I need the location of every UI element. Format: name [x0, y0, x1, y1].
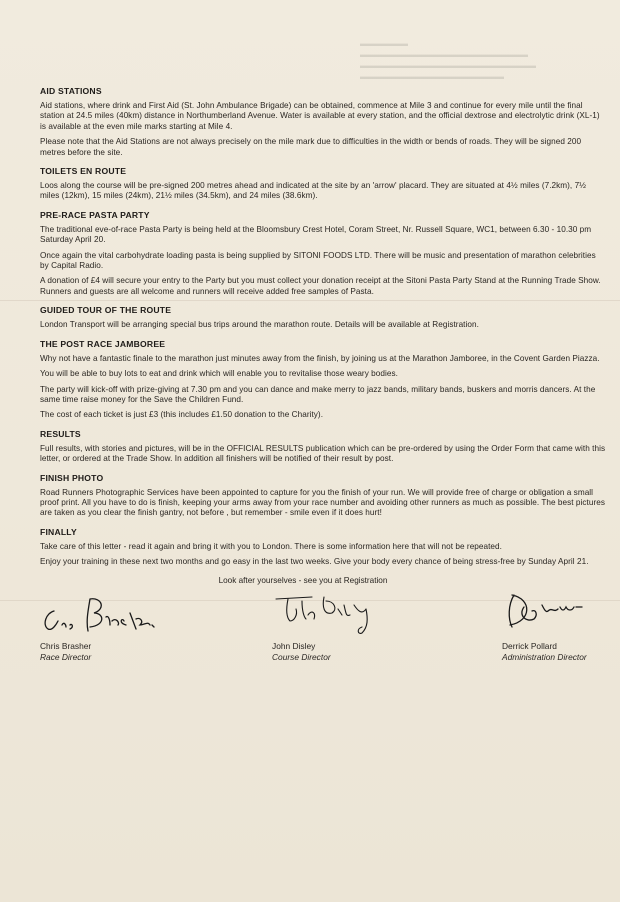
section-paragraph: The party will kick-off with prize-giving at 7.30 pm and you can dance and make merry to jazz bands, military bands, buskers and morris dancers. At the same time raise money for the Save the Children Fund.: [40, 384, 596, 404]
section-jamboree: [40, 339, 606, 421]
section-paragraph: The cost of each ticket is just £3 (this includes £1.50 donation to the Charity).: [40, 410, 324, 420]
section-paragraph: The traditional eve-of-race Pasta Party is being held at the Bloomsbury Crest Hotel, Coram Street, Nr. Russell Square, WC1, between 6.30 - 10.30 pm Saturday April 20.: [40, 224, 592, 245]
section-heading: GUIDED TOUR OF THE ROUTE: [40, 305, 172, 316]
signature-block: [40, 591, 606, 711]
section-paragraph: Once again the vital carbohydrate loading pasta is being supplied by SITONI FOODS LTD. There will be music and presentation of marathon celebrities by Capital Radio.: [40, 250, 596, 271]
signatory-title: Administration Director: [502, 651, 587, 662]
section-finish-photo: [40, 473, 606, 519]
section-finally: [40, 527, 606, 568]
signature-disley: [272, 591, 392, 639]
signature-brasher: [40, 591, 170, 639]
section-paragraph: Take care of this letter - read it again and bring it with you to London. There is some information here that will not be repeated.: [40, 541, 502, 551]
section-guided-tour: [40, 305, 606, 330]
closing-line: Look after yourselves - see you at Registration: [218, 575, 388, 585]
section-paragraph: London Transport will be arranging special bus trips around the marathon route. Details will be available at Registration.: [40, 320, 479, 330]
signatory-title: Race Director: [40, 651, 92, 662]
section-paragraph: A donation of £4 will secure your entry to the Party but you must collect your donation receipt at the Sitoni Pasta Party Stand at the Running Trade Show. Runners and guests are all welcome and runners will receive added free samples of Pasta.: [40, 276, 601, 296]
section-paragraph: Loos along the course will be pre-signed 200 metres ahead and indicated at the site by an 'arrow' placard. They are situated at 4½ miles (7.2km), 7½ miles (12km), 15 miles (24km), 21½ miles (34.5km), and 24 miles (38.6km).: [40, 181, 587, 201]
section-heading: TOILETS EN ROUTE: [40, 166, 127, 177]
signatory-pollard: [502, 591, 612, 663]
signatory-disley: [272, 591, 392, 663]
section-paragraph: You will be able to buy lots to eat and drink which will enable you to revitalise those weary bodies.: [40, 369, 398, 379]
signature-pollard: [502, 591, 612, 639]
letter-body: [40, 86, 606, 585]
section-paragraph: Road Runners Photographic Services have been appointed to capture for you the finish of your run. We will provide free of charge or obligation a small proof print. All you have to do is finish, keeping your arms away from your race number and avoiding other runners as much as possible. The best pictures are taken as you clear the finish gantry, not before , but remember - smile even if it does hurt!: [40, 487, 605, 518]
section-paragraph: Why not have a fantastic finale to the marathon just minutes away from the finish, by joining us at the Marathon Jamboree, in the Covent Garden Piazza.: [40, 353, 600, 363]
section-heading: AID STATIONS: [40, 86, 102, 96]
section-paragraph: Please note that the Aid Stations are not always precisely on the mile mark due to difficulties in the width or bends of roads. They will be signed 200 metres before the site.: [40, 137, 582, 157]
section-heading: RESULTS: [40, 428, 81, 439]
section-pasta-party: [40, 210, 606, 297]
signatory-name: Derrick Pollard: [502, 640, 557, 651]
section-results: [40, 429, 606, 465]
signatory-title: Course Director: [272, 651, 331, 662]
paper-fold-line: [0, 300, 620, 301]
section-heading: PRE-RACE PASTA PARTY: [40, 209, 150, 220]
show-through-text: ▬▬▬▬▬▬ ▬▬▬▬▬▬▬▬▬▬▬▬▬▬▬▬▬▬▬▬▬ ▬▬▬▬▬▬▬▬▬▬▬▬▬▬▬▬▬▬▬▬▬▬ ▬▬▬▬▬▬▬▬▬▬▬▬▬▬▬▬▬▬: [360, 39, 536, 81]
section-heading: THE POST RACE JAMBOREE: [40, 338, 166, 349]
signatory-name: Chris Brasher: [40, 640, 92, 651]
section-paragraph: Aid stations, where drink and First Aid (St. John Ambulance Brigade) can be obtained, commence at Mile 3 and continue for every mile until the final station at 24.5 miles (40km) distance in Northumberland Avenue. Water is available at every station, and the official dextrose and electrolytic drink (XL-1) is available at the even mile marks starting at Mile 4.: [40, 101, 600, 131]
section-paragraph: Full results, with stories and pictures, will be in the OFFICIAL RESULTS publication which can be pre-ordered by using the Order Form that came with this letter, or ordered at the Trade Show. In addition all finishers will be notified of their result by post.: [40, 443, 606, 464]
section-heading: FINALLY: [40, 526, 77, 537]
section-toilets: [40, 166, 606, 202]
section-paragraph: Enjoy your training in these next two months and go easy in the last two weeks. Give your body every chance of being stress-free by Sunday April 21.: [40, 557, 589, 567]
signatory-brasher: [40, 591, 170, 663]
signatory-name: John Disley: [272, 640, 316, 651]
section-heading: FINISH PHOTO: [40, 472, 104, 483]
